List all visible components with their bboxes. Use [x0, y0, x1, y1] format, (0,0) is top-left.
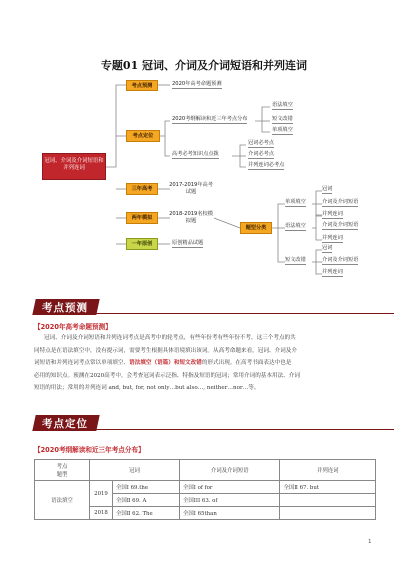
node-one-year: 一年原创 — [126, 238, 158, 250]
node-grammar-item2: 介词及介词短语 — [322, 222, 359, 228]
table-header-cell: 介词及介词短语 — [180, 460, 280, 481]
mindmap-root: 冠词、介词及介词短语和并列连词 — [42, 153, 106, 180]
table-cell: 全国Ⅱ 62. The — [113, 507, 180, 520]
node-error-correction: 短文改错 — [285, 257, 306, 263]
table-cell: 全国III 63. of — [180, 494, 280, 507]
node-forecast-child: 2020年高考命题预测 — [172, 81, 222, 87]
node-two-years-child: 2018-2019名校模拟题 — [169, 211, 213, 224]
table-cell — [280, 507, 376, 520]
node-single-choice: 单项填空 — [285, 199, 306, 205]
forecast-paragraph — [34, 332, 376, 395]
para-line-4: 必用的知识点。预测在2020高考中，会考查冠词表示泛指、特指及短语的冠词；常用介词的基本用法、介词 — [34, 372, 300, 379]
node-locate-c1-item1: 语法填空 — [272, 102, 293, 108]
para-line-1: 冠词、介词及介词短语和并列连词考点是高考中的轮考点，有些年份考有些年份不考，这三个考点的共 — [44, 335, 296, 341]
page-title: 专题01 冠词、介词及介词短语和并列连词 — [100, 59, 308, 72]
forecast-subheading: 【2020年高考命题预测】 — [34, 323, 112, 331]
table-cell: 全国Ⅰ of for — [180, 481, 280, 494]
table-year-cell: 2018 — [90, 507, 113, 520]
node-three-years-child: 2017-2019年高考试题 — [169, 182, 213, 195]
highlight-text: 语法填空（语篇）和短文改错 — [129, 360, 202, 367]
para-line-5: 短语的用法；常用的并列连词 and, but, for, not only…but also…, neither…nor…等。 — [34, 385, 260, 392]
table-header-cell: 并列连词 — [280, 460, 376, 481]
para-line-2: 同特点是在语法填空中，没有提示词，需要考生根据具体语境填出该词。从高考命题来看，冠词、介词及介 — [34, 347, 297, 354]
table-header-row — [35, 460, 376, 481]
node-locate-c2-item1: 冠词必考点 — [248, 140, 274, 146]
section-locate-heading: 考点定位 — [34, 415, 114, 431]
table-cell: 全国Ⅱ 69. A — [113, 494, 180, 507]
para-line-3: 词短语和并列连词考点常以单项填空、语法填空（语篇）和短文改错的形式出现。在高考书面表达中也是 — [34, 360, 292, 367]
node-locate-c1-item3: 单项填空 — [272, 127, 293, 133]
node-locate-c2-item3: 并列连词必考点 — [248, 162, 285, 168]
table-year-cell: 2019 — [90, 481, 113, 507]
node-three-years: 三年高考 — [126, 183, 158, 195]
page-number: 1 — [368, 539, 372, 545]
node-classify: 题型分类 — [240, 222, 272, 234]
node-single-item1: 冠词 — [322, 186, 333, 192]
table-header-cell: 冠词 — [90, 460, 180, 481]
node-correct-item1: 冠词 — [322, 245, 333, 251]
node-locate-c2-item2: 介词必考点 — [248, 151, 274, 157]
table-cell: 全国Ⅰ 65than — [180, 507, 280, 520]
table-row — [35, 481, 376, 494]
locate-subheading: 【2020考纲解读和近三年考点分布】 — [34, 446, 145, 454]
table-cell: 全国Ⅱ 67. but — [280, 481, 376, 494]
node-forecast: 考点预测 — [126, 80, 158, 91]
node-correct-item2: 介词及介词短语 — [322, 257, 359, 263]
node-locate: 考点定位 — [126, 130, 160, 142]
node-one-year-child: 原创精品试题 — [172, 240, 204, 246]
exam-distribution-table — [34, 459, 376, 520]
node-locate-child2: 高考必考知识点点拨 — [172, 151, 219, 157]
table-cell — [280, 494, 376, 507]
node-grammar-fill: 语法填空 — [285, 223, 306, 229]
table-type-cell: 语法填空 — [35, 481, 90, 520]
node-locate-child1: 2020考纲解读和近三年考点分布 — [172, 116, 248, 122]
node-locate-c1-item2: 短文改错 — [272, 116, 293, 122]
node-grammar-item3: 并列连词 — [322, 235, 343, 241]
table-cell: 全国Ⅰ 69.the — [113, 481, 180, 494]
node-single-item3: 并列连词 — [322, 211, 343, 217]
node-single-item2: 介词及介词短语 — [322, 199, 359, 205]
section-forecast-heading: 考点预测 — [34, 299, 114, 315]
node-correct-item3: 并列连词 — [322, 269, 343, 275]
table-header-cell: 考点 题型 — [35, 460, 90, 481]
node-two-years: 两年模拟 — [126, 212, 158, 224]
